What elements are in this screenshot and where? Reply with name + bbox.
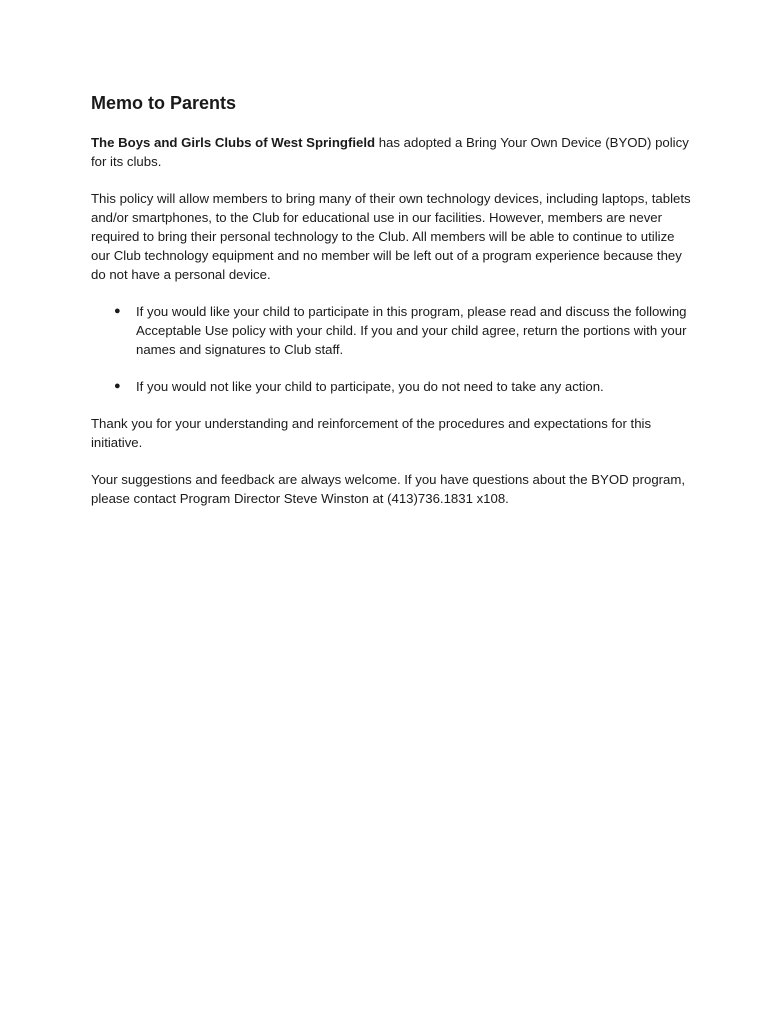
memo-title: Memo to Parents <box>91 93 237 113</box>
bullet-icon: ● <box>114 380 121 392</box>
bullet-text: If you would like your child to participate in this program, please read and discuss the following Acceptable Use policy with your child. If you and your child agree, return the portions with your names and signatures to Club staff. <box>136 304 687 357</box>
policy-paragraph: This policy will allow members to bring many of their own technology devices, including laptops, tablets and/or smartphones, to the Club for educational use in our facilities. However, members are never required to bring their personal technology to the Club. All members will be able to continue to utilize our Club technology equipment and no member will be left out of a program experience because they do not have a personal device. <box>91 191 691 282</box>
bullet-item-participate <box>91 302 691 359</box>
memo-page <box>91 92 691 526</box>
bullet-list <box>91 302 691 396</box>
bullet-icon: ● <box>114 305 121 317</box>
bullet-item-decline <box>91 377 691 396</box>
contact-paragraph: Your suggestions and feedback are always welcome. If you have questions about the BYOD program, please contact Program Director Steve Winston at (413)736.1831 x108. <box>91 472 686 506</box>
club-name: The Boys and Girls Clubs of West Springfield <box>91 135 376 150</box>
intro-paragraph <box>91 133 691 171</box>
bullet-text: If you would not like your child to participate, you do not need to take any action. <box>136 379 604 394</box>
intro-text: has adopted a Bring Your Own Device (BYOD) policy for its clubs. <box>91 135 689 169</box>
thanks-paragraph: Thank you for your understanding and reinforcement of the procedures and expectations for this initiative. <box>91 416 652 450</box>
